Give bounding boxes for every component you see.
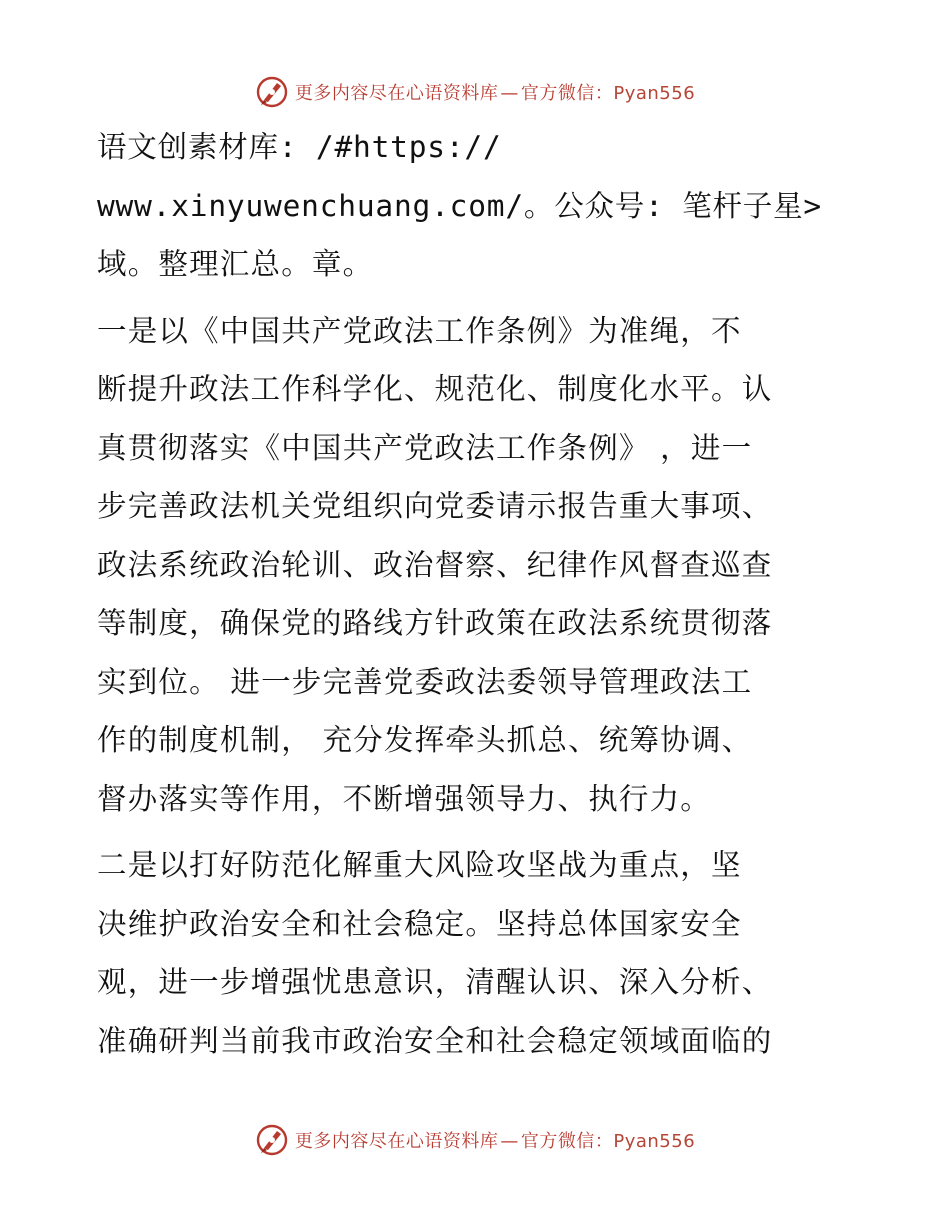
watermark-banner-bottom — [0, 1120, 950, 1160]
pen-quill-logo-icon — [255, 1123, 289, 1157]
paragraph-line: 作的制度机制， 充分发挥牵头抓总、统筹协调、 — [97, 723, 753, 757]
paragraph-line: 真贯彻落实《中国共产党政法工作条例》 ，进一 — [97, 430, 753, 465]
paragraph-2 — [97, 836, 857, 1070]
paragraph-line: 等制度，确保党的路线方针政策在政法系统贯彻落 — [97, 606, 773, 640]
paragraph-line: 断提升政法工作科学化、规范化、制度化水平。认 — [97, 372, 773, 406]
paragraph-line: 实到位。 进一步完善党委政法委领导管理政法工 — [97, 664, 753, 699]
watermark-banner-top — [0, 72, 950, 112]
paragraph-line: 步完善政法机关党组织向党委请示报告重大事项、 — [97, 489, 773, 523]
paragraph-line: 督办落实等作用，不断增强领导力、执行力。 — [97, 781, 712, 816]
paragraph-line: 一是以《中国共产党政法工作条例》为准绳，不 — [97, 313, 742, 348]
paragraph-line: 观，进一步增强忧患意识，清醒认识、深入分析、 — [97, 965, 773, 999]
paragraph-line: 决维护政治安全和社会稳定。坚持总体国家安全 — [97, 906, 742, 941]
pen-quill-logo-icon — [255, 75, 289, 109]
paragraph-line: 二是以打好防范化解重大风险攻坚战为重点，坚 — [97, 848, 742, 882]
watermark-text: 更多内容尽在心语资料库 — 官方微信：Pyan556 — [294, 1131, 696, 1152]
header-line: www.xinyuwenchuang.com/。公众号: 笔杆子星> — [97, 188, 822, 223]
header-block — [97, 118, 857, 294]
paragraph-line: 准确研判当前我市政治安全和社会稳定领域面临的 — [97, 1023, 773, 1058]
header-line: 语文创素材库: /#https:// — [97, 130, 502, 164]
document-body — [97, 118, 857, 1070]
header-line: 域。整理汇总。章。 — [97, 247, 374, 281]
paragraph-line: 政法系统政治轮训、政治督察、纪律作风督查巡查 — [97, 547, 773, 582]
paragraph-1 — [97, 302, 857, 829]
watermark-text: 更多内容尽在心语资料库 — 官方微信：Pyan556 — [294, 83, 696, 104]
